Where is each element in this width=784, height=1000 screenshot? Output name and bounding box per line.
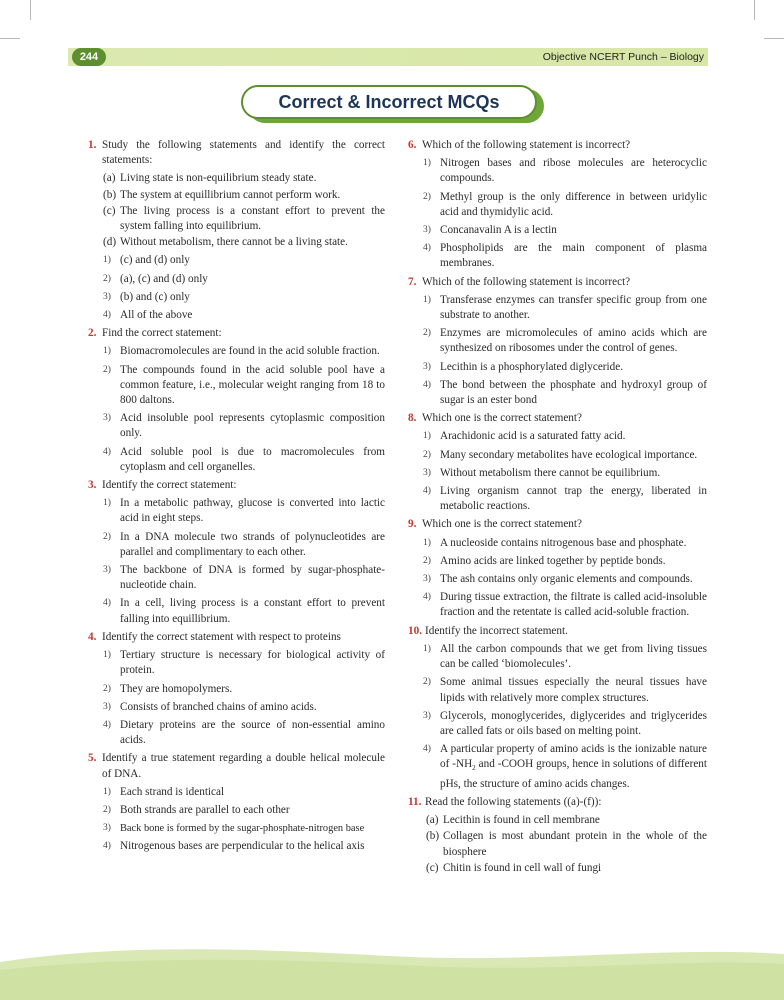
option	[88, 596, 385, 626]
option	[408, 241, 707, 271]
statement	[88, 235, 385, 250]
option-text: Tertiary structure is necessary for biological activity of protein.	[120, 649, 385, 677]
option-text: They are homopolymers.	[120, 682, 233, 695]
option-text: Enzymes are micromolecules of amino acids which are synthesized on ribosomes under the control of genes.	[440, 327, 707, 355]
option	[88, 253, 385, 268]
option	[88, 718, 385, 748]
crop-mark	[30, 0, 31, 20]
statement-text: Chitin is found in cell wall of fungi	[443, 861, 602, 874]
option-text: All of the above	[120, 309, 193, 322]
question-number: 3.	[88, 479, 97, 492]
option-text: The backbone of DNA is formed by sugar-phosphate-nucleotide chain.	[120, 564, 385, 592]
option	[408, 536, 707, 551]
option	[88, 821, 385, 836]
statement	[408, 861, 707, 876]
option	[408, 554, 707, 569]
option-text: Methyl group is the only difference in between uridylic acid and thymidylic acid.	[440, 190, 707, 218]
option-label: 2)	[423, 328, 431, 339]
option-label: 1)	[103, 786, 111, 797]
question-text: Identify a true statement regarding a double helical molecule of DNA.	[102, 752, 385, 780]
option-text: In a metabolic pathway, glucose is converted into lactic acid in eight steps.	[120, 497, 385, 525]
option-label: 3)	[423, 225, 431, 236]
option-text: A nucleoside contains nitrogenous base and phosphate.	[440, 536, 687, 549]
option-text: (a), (c) and (d) only	[120, 272, 208, 285]
option-label: 4)	[103, 598, 111, 609]
question-number: 5.	[88, 752, 97, 765]
option-text: Each strand is identical	[120, 785, 225, 798]
question-8	[408, 411, 707, 426]
option	[88, 272, 385, 287]
question-9	[408, 517, 707, 532]
question-11	[408, 795, 707, 810]
question-number: 7.	[408, 275, 417, 288]
option-text: The bond between the phosphate and hydroxyl group of sugar is an ester bond	[440, 378, 707, 407]
statement-text: Living state is non-equilibrium steady state.	[120, 172, 317, 185]
option-label: 4)	[103, 446, 111, 457]
option-label: 4)	[423, 744, 431, 755]
option-text: Arachidonic acid is a saturated fatty acid.	[440, 430, 626, 443]
option-text: A particular property of amino acids is the ionizable nature of -NH	[440, 743, 707, 771]
option	[408, 709, 707, 739]
statement-text: Collagen is most abundant protein in the whole of the biosphere	[443, 830, 707, 858]
question-5	[88, 751, 385, 781]
option-label: 2)	[103, 531, 111, 542]
statement	[88, 204, 385, 234]
option	[88, 308, 385, 323]
question-text: Identify the correct statement:	[102, 479, 237, 492]
statement-label: (a)	[103, 172, 116, 185]
statement-label: (b)	[426, 830, 440, 843]
option	[408, 675, 707, 705]
statement	[408, 829, 707, 859]
question-4	[88, 630, 385, 645]
question-7	[408, 275, 707, 290]
question-text: Identify the correct statement with respect to proteins	[102, 630, 341, 643]
option-text: Some animal tissues especially the neural tissues have lipids with relatively more complex structures.	[440, 676, 707, 704]
option	[408, 429, 707, 444]
option-text: Consists of branched chains of amino acids.	[120, 700, 317, 713]
statement-label: (c)	[426, 861, 439, 874]
question-number: 11.	[408, 795, 422, 808]
option	[88, 445, 385, 475]
question-10	[408, 624, 707, 639]
option	[408, 484, 707, 514]
statement	[408, 813, 707, 828]
section-title: Correct & Incorrect MCQs	[241, 85, 537, 119]
question-number: 1.	[88, 139, 97, 151]
option-label: 1)	[423, 537, 431, 548]
option-text: All the carbon compounds that we get from living tissues can be called ‘biomolecules’.	[440, 642, 707, 671]
option	[408, 378, 707, 408]
option-label: 1)	[103, 255, 111, 266]
option	[408, 223, 707, 238]
question-6	[408, 138, 707, 153]
option-text: (b) and (c) only	[120, 290, 190, 303]
option-label: 4)	[423, 592, 431, 603]
option	[408, 590, 707, 620]
option	[408, 156, 707, 186]
option-text: Living organism cannot trap the energy, liberated in metabolic reactions.	[440, 485, 707, 513]
option-label: 3)	[103, 291, 111, 302]
option	[88, 363, 385, 409]
option	[88, 839, 385, 854]
question-number: 9.	[408, 518, 417, 531]
option	[88, 803, 385, 818]
option-text: Dietary proteins are the source of non-essential amino acids.	[120, 718, 385, 747]
page-number: 244	[72, 48, 106, 66]
option	[88, 700, 385, 715]
option-label: 3)	[423, 710, 431, 721]
question-2	[88, 326, 385, 341]
option-text: Amino acids are linked together by peptide bonds.	[440, 554, 666, 567]
option-label: 3)	[103, 565, 111, 576]
statement	[88, 171, 385, 186]
statement-text: The system at equillibrium cannot perform work.	[120, 188, 341, 201]
question-1	[88, 138, 385, 168]
option-label: 4)	[423, 379, 431, 390]
option	[408, 190, 707, 220]
option-text: Concanavalin A is a lectin	[440, 224, 557, 237]
statement	[88, 188, 385, 203]
option-label: 1)	[103, 650, 111, 661]
option	[88, 648, 385, 678]
option	[88, 785, 385, 800]
option-label: 2)	[423, 449, 431, 460]
option-text: Acid soluble pool is due to macromolecules from cytoplasm and cell organelles.	[120, 445, 385, 473]
statement-text: Lecithin is found in cell membrane	[443, 814, 600, 827]
question-text: Find the correct statement:	[102, 327, 222, 340]
option	[88, 563, 385, 593]
option	[408, 466, 707, 481]
option	[408, 572, 707, 587]
option-text: In a cell, living process is a constant effort to prevent falling into equillibrium.	[120, 597, 385, 625]
option-label: 2)	[103, 364, 111, 375]
option-text: Acid insoluble pool represents cytoplasmic composition only.	[120, 412, 385, 440]
option-text: Glycerols, monoglycerides, diglycerides and triglycerides are called fats or oils based on melting point.	[440, 709, 707, 737]
option-label: 1)	[423, 294, 431, 305]
statement-label: (b)	[103, 188, 117, 201]
crop-mark	[0, 38, 20, 39]
statement-text: The living process is a constant effort to prevent the system falling into equilibrium.	[120, 204, 385, 233]
option-label: 4)	[423, 243, 431, 254]
option	[408, 448, 707, 463]
statement-text: Without metabolism, there cannot be a living state.	[120, 236, 348, 249]
option-label: 1)	[423, 158, 431, 169]
question-number: 2.	[88, 327, 97, 340]
option-text: Nitrogen bases and ribose molecules are heterocyclic compounds.	[440, 157, 707, 185]
option-label: 1)	[423, 643, 431, 654]
option-text: Lecithin is a phosphorylated diglyceride.	[440, 360, 623, 373]
option	[408, 293, 707, 323]
option-text: Both strands are parallel to each other	[120, 803, 290, 816]
option-label: 3)	[423, 574, 431, 585]
option-label: 2)	[103, 273, 111, 284]
statement-label: (c)	[103, 204, 116, 217]
option-label: 3)	[103, 413, 111, 424]
option-text: During tissue extraction, the filtrate is called acid-insoluble fraction and the retentate is called acid-soluble fraction.	[440, 591, 707, 619]
question-text: Which of the following statement is incorrect?	[422, 139, 631, 151]
option-text: Transferase enzymes can transfer specific group from one substrate to another.	[440, 293, 707, 322]
option-label: 2)	[423, 191, 431, 202]
question-number: 6.	[408, 139, 417, 151]
option-label: 2)	[103, 804, 111, 815]
option-label: 4)	[423, 486, 431, 497]
option-text: The compounds found in the acid soluble pool have a common feature, i.e., molecular weight ranging from 18 to 800 daltons.	[120, 363, 385, 407]
footer-wave	[0, 940, 784, 1000]
right-column	[408, 138, 707, 877]
option-text: Nitrogenous bases are perpendicular to the helical axis	[120, 840, 365, 853]
question-text: Study the following statements and identify the correct statements:	[102, 139, 385, 167]
question-number: 8.	[408, 412, 417, 425]
option	[88, 344, 385, 359]
question-3	[88, 478, 385, 493]
option-label: 1)	[103, 498, 111, 509]
crop-mark	[764, 38, 784, 39]
option	[88, 682, 385, 697]
option	[408, 326, 707, 356]
question-number: 4.	[88, 630, 97, 643]
option	[88, 530, 385, 560]
option-text: (c) and (d) only	[120, 254, 190, 267]
option-label: 3)	[423, 467, 431, 478]
question-text: Which one is the correct statement?	[422, 518, 582, 531]
left-column	[88, 138, 385, 858]
subscript: 2	[472, 764, 476, 773]
option-label: 2)	[103, 683, 111, 694]
option-text: Many secondary metabolites have ecological importance.	[440, 448, 698, 461]
question-number: 10.	[408, 624, 422, 637]
option-text: Phospholipids are the main component of plasma membranes.	[440, 242, 707, 270]
question-text: Identify the incorrect statement.	[425, 624, 568, 637]
question-text: Which of the following statement is incorrect?	[422, 275, 631, 288]
option-text: Back bone is formed by the sugar-phosphate-nitrogen base	[120, 823, 365, 835]
option	[408, 742, 707, 792]
option-label: 4)	[103, 719, 111, 730]
option-label: 2)	[423, 555, 431, 566]
option	[88, 496, 385, 526]
option	[88, 411, 385, 441]
statement-label: (d)	[103, 236, 117, 249]
option-text: Without metabolism there cannot be equilibrium.	[440, 466, 661, 479]
book-title: Objective NCERT Punch – Biology	[542, 51, 704, 63]
option-text: The ash contains only organic elements and compounds.	[440, 573, 693, 586]
option-label: 2)	[423, 677, 431, 688]
question-text: Read the following statements ((a)-(f)):	[425, 795, 602, 808]
option-label: 1)	[103, 346, 111, 357]
option-label: 3)	[423, 361, 431, 372]
option-text: In a DNA molecule two strands of polynucleotides are parallel and complimentary to each other.	[120, 530, 385, 558]
option-label: 1)	[423, 431, 431, 442]
option	[408, 642, 707, 672]
option-text: Biomacromolecules are found in the acid soluble fraction.	[120, 345, 380, 358]
option-label: 3)	[103, 701, 111, 712]
option	[88, 290, 385, 305]
option	[408, 360, 707, 375]
option-text: and -COOH groups, hence in solutions of different pHs, the structure of amino acids changes.	[440, 758, 707, 790]
option-label: 4)	[103, 310, 111, 321]
question-text: Which one is the correct statement?	[422, 412, 582, 425]
crop-mark	[754, 0, 755, 20]
statement-label: (a)	[426, 814, 439, 827]
option-label: 4)	[103, 841, 111, 852]
option-label: 3)	[103, 823, 111, 834]
